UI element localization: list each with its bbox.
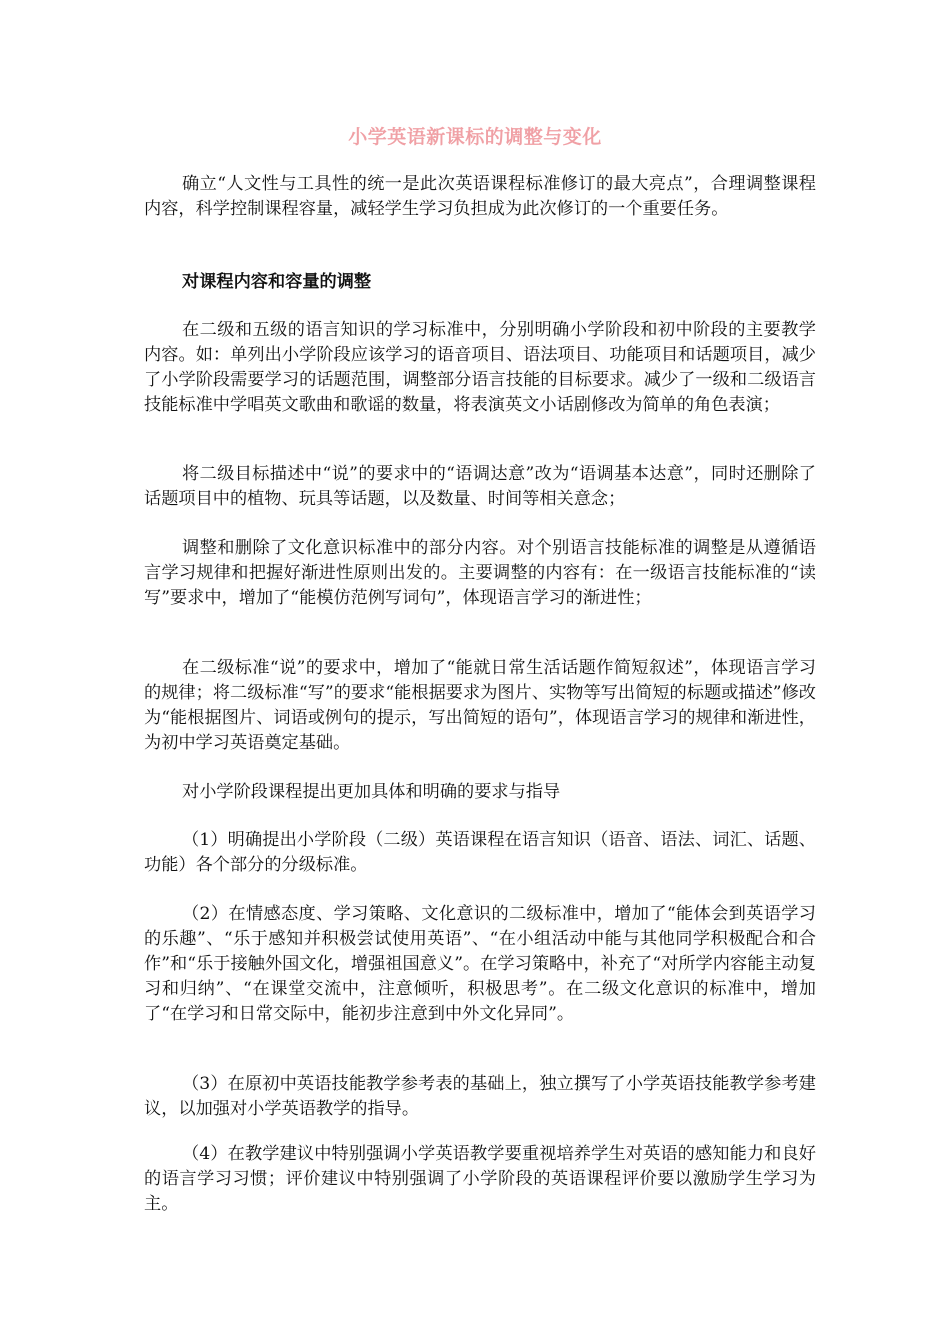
list-item-3: （3）在原初中英语技能教学参考表的基础上，独立撰写了小学英语技能教学参考建议，以加强对小学英语教学的指导。 (144, 1074, 816, 1119)
intro-paragraph: 确立“人文性与工具性的统一是此次英语课程标准修订的最大亮点”，合理调整课程内容，科学控制课程容量，减轻学生学习负担成为此次修订的一个重要任务。 (144, 174, 816, 219)
section-heading-content-adjustment: 对课程内容和容量的调整 (182, 272, 372, 292)
list-item-1: （1）明确提出小学阶段（二级）英语课程在语言知识（语音、语法、词汇、话题、功能）各个部分的分级标准。 (144, 830, 816, 875)
paragraph-speaking-goal: 将二级目标描述中“说”的要求中的“语调达意”改为“语调基本达意”，同时还删除了话题项目中的植物、玩具等话题，以及数量、时间等相关意念； (144, 464, 816, 509)
list-item-4: （4）在教学建议中特别强调小学英语教学要重视培养学生对英语的感知能力和良好的语言学习习惯；评价建议中特别强调了小学阶段的英语课程评价要以激励学生学习为主。 (144, 1144, 816, 1214)
section-heading-primary-requirements: 对小学阶段课程提出更加具体和明确的要求与指导 (182, 782, 561, 802)
paragraph-level-two-standards: 在二级标准“说”的要求中，增加了“能就日常生活话题作简短叙述”，体现语言学习的规律；将二级标准“写”的要求“能根据要求为图片、实物等写出简短的标题或描述”修改为“能根据图片、词语或例句的提示，写出简短的语句”，体现语言学习的规律和渐进性，为初中学习英语奠定基础。 (144, 658, 816, 753)
document-title: 小学英语新课标的调整与变化 (348, 126, 602, 148)
list-item-2: （2）在情感态度、学习策略、文化意识的二级标准中，增加了“能体会到英语学习的乐趣”、“乐于感知并积极尝试使用英语”、“在小组活动中能与其他同学积极配合和合作”和“乐于接触外国文化，增强祖国意义”。在学习策略中，补充了“对所学内容能主动复习和归纳”、“在课堂交流中，注意倾听，积极思考”。在二级文化意识的标准中，增加了“在学习和日常交际中，能初步注意到中外文化异同”。 (144, 904, 816, 1024)
paragraph-knowledge-standards: 在二级和五级的语言知识的学习标准中，分别明确小学阶段和初中阶段的主要教学内容。如：单列出小学阶段应该学习的语音项目、语法项目、功能项目和话题项目，减少了小学阶段需要学习的话题范围，调整部分语言技能的目标要求。减少了一级和二级语言技能标准中学唱英文歌曲和歌谣的数量，将表演英文小话剧修改为简单的角色表演； (144, 320, 816, 415)
paragraph-culture-awareness: 调整和删除了文化意识标准中的部分内容。对个别语言技能标准的调整是从遵循语言学习规律和把握好渐进性原则出发的。主要调整的内容有：在一级语言技能标准的“读写”要求中，增加了“能模仿范例写词句”，体现语言学习的渐进性； (144, 538, 816, 608)
